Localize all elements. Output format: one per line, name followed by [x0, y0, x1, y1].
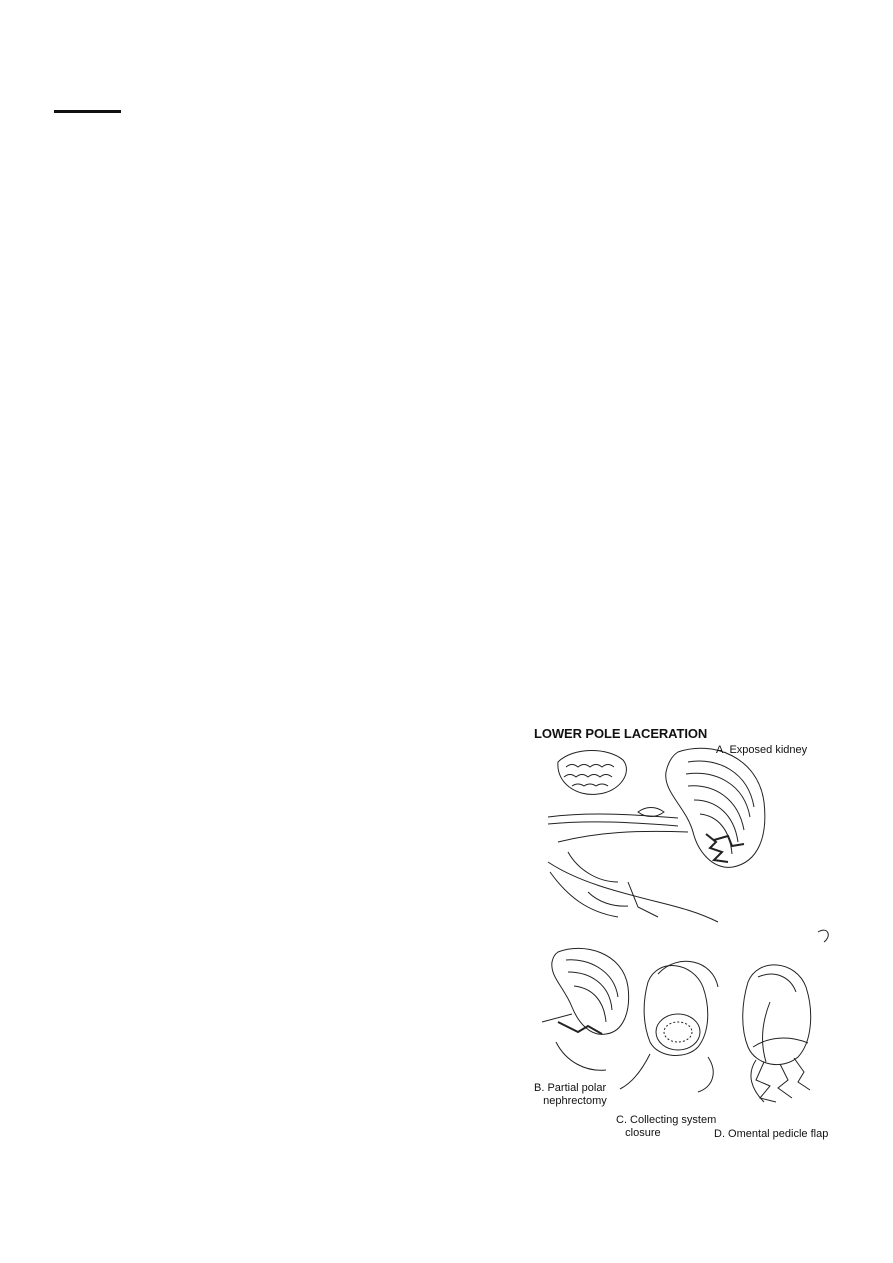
panel-d-drawing	[743, 930, 829, 1102]
label-collecting-system-closure: C. Collecting system closure	[616, 1114, 717, 1139]
figure-title: LOWER POLE LACERATION	[534, 726, 708, 741]
panel-c-drawing	[620, 961, 718, 1092]
label-omental-pedicle-flap: D. Omental pedicle flap	[714, 1128, 829, 1140]
panel-b-drawing	[542, 948, 629, 1070]
label-exposed-kidney: A. Exposed kidney	[716, 744, 808, 756]
header-rule	[54, 110, 121, 113]
label-partial-polar-nephrectomy: B. Partial polar nephrectomy	[534, 1082, 607, 1107]
panel-a-drawing	[548, 748, 765, 922]
surgical-illustration-figure	[528, 722, 838, 1162]
